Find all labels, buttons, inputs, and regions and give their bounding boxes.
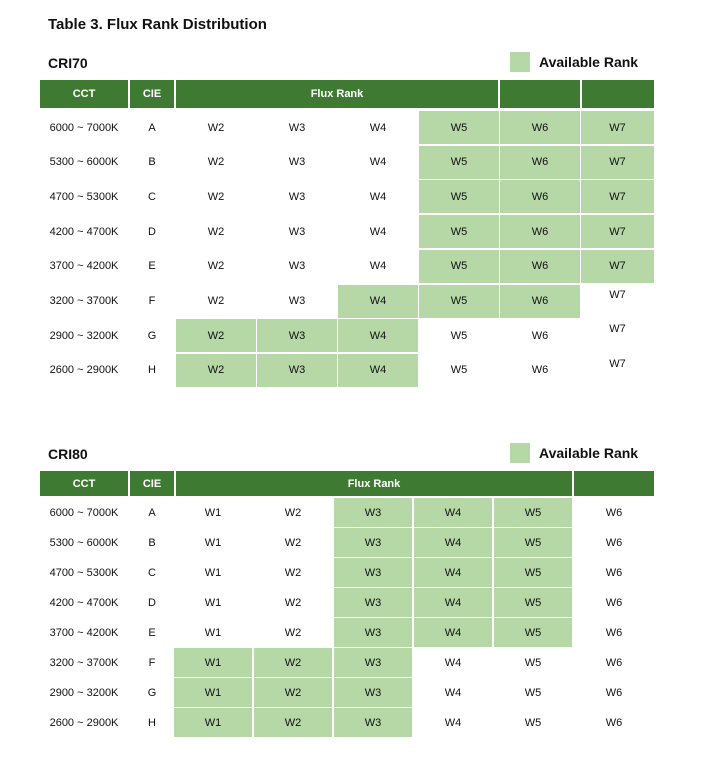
cct-cell: 4200 ~ 4700K (49, 225, 119, 238)
cct-cell: 3200 ~ 3700K (49, 295, 119, 307)
flux-rank-cell: W5 (494, 558, 572, 587)
flux-rank-cell: W4 (369, 225, 387, 238)
flux-rank-cell: W1 (204, 506, 222, 519)
flux-rank-cell: W3 (288, 121, 306, 134)
flux-rank-cell: W2 (284, 626, 302, 639)
cie-header: CIE (130, 471, 174, 496)
flux-rank-cell: W5 (494, 618, 572, 647)
flux-rank-cell: W1 (204, 536, 222, 549)
flux-rank-cell: W6 (605, 506, 623, 519)
flux-rank-cell: W2 (284, 536, 302, 549)
flux-rank-cell: W6 (500, 250, 580, 283)
flux-rank-cell: W2 (207, 225, 225, 238)
cie-cell: F (148, 656, 156, 669)
available-rank-swatch (510, 52, 530, 72)
flux-rank-cell: W6 (500, 285, 580, 318)
cie-cell: C (148, 566, 156, 579)
flux-rank-cell: W3 (288, 156, 306, 169)
flux-rank-cell: W4 (444, 686, 462, 699)
flux-rank-cell: W6 (500, 111, 580, 144)
flux-rank-cell: W2 (207, 121, 225, 134)
flux-rank-cell: W2 (254, 678, 332, 707)
flux-rank-header: Flux Rank (176, 471, 572, 496)
flux-rank-cell: W4 (369, 156, 387, 169)
cct-cell: 3700 ~ 4200K (49, 626, 119, 639)
cie-cell: B (148, 536, 156, 549)
flux-rank-cell: W5 (419, 146, 499, 179)
flux-rank-cell: W7 (609, 357, 626, 370)
flux-rank-cell: W2 (284, 506, 302, 519)
flux-rank-cell: W4 (414, 588, 492, 617)
cct-cell: 2600 ~ 2900K (49, 364, 119, 377)
cri70-table (40, 80, 654, 390)
flux-rank-cell: W4 (414, 498, 492, 527)
cie-cell: A (148, 506, 156, 519)
flux-rank-cell: W5 (524, 656, 542, 669)
flux-rank-cell: W6 (605, 566, 623, 579)
cri80-table (40, 471, 654, 741)
flux-rank-cell: W5 (419, 180, 499, 213)
flux-rank-cell: W1 (204, 626, 222, 639)
cie-cell: C (148, 190, 156, 203)
cie-cell: F (148, 295, 156, 307)
flux-rank-cell: W6 (500, 215, 580, 248)
cct-cell: 4700 ~ 5300K (49, 190, 119, 203)
flux-rank-cell: W5 (524, 716, 542, 729)
available-rank-swatch (510, 443, 530, 463)
cct-cell: 2600 ~ 2900K (49, 716, 119, 729)
flux-rank-cell: W6 (605, 536, 623, 549)
flux-rank-cell: W5 (494, 498, 572, 527)
flux-rank-cell: W3 (334, 678, 412, 707)
legend-label: Available Rank (539, 445, 639, 461)
flux-rank-cell: W6 (500, 146, 580, 179)
flux-rank-cell: W7 (609, 288, 626, 301)
flux-rank-cell: W6 (605, 686, 623, 699)
cie-cell: A (148, 121, 156, 134)
flux-rank-cell: W2 (207, 260, 225, 273)
flux-rank-header-extra (574, 471, 654, 496)
cie-cell: G (147, 686, 157, 699)
flux-rank-cell: W2 (284, 596, 302, 609)
flux-rank-cell: W3 (334, 528, 412, 557)
flux-rank-header: Flux Rank (176, 80, 498, 108)
cri80-section-title: CRI80 (48, 446, 88, 462)
flux-rank-cell: W6 (500, 180, 580, 213)
flux-rank-cell: W4 (444, 716, 462, 729)
flux-rank-cell: W6 (531, 364, 549, 377)
flux-rank-cell: W5 (524, 686, 542, 699)
cct-cell: 5300 ~ 6000K (49, 156, 119, 169)
flux-rank-cell: W5 (419, 250, 499, 283)
flux-rank-cell: W4 (414, 558, 492, 587)
cie-cell: H (148, 364, 156, 377)
flux-rank-cell: W2 (207, 295, 225, 307)
flux-rank-cell: W2 (254, 708, 332, 737)
flux-rank-cell: W4 (338, 354, 418, 387)
flux-rank-cell: W7 (581, 180, 654, 213)
flux-rank-cell: W3 (334, 618, 412, 647)
flux-rank-cell: W4 (369, 260, 387, 273)
flux-rank-cell: W2 (207, 190, 225, 203)
cct-header: CCT (40, 471, 128, 496)
cct-cell: 6000 ~ 7000K (49, 121, 119, 134)
flux-rank-cell: W3 (288, 295, 306, 307)
cie-cell: D (148, 596, 156, 609)
cie-cell: D (148, 225, 156, 238)
flux-rank-cell: W7 (581, 146, 654, 179)
flux-rank-cell: W3 (334, 498, 412, 527)
flux-rank-cell: W7 (581, 250, 654, 283)
flux-rank-cell: W2 (176, 319, 256, 352)
flux-rank-header-extra (500, 80, 580, 108)
flux-rank-cell: W7 (581, 215, 654, 248)
cri70-legend (510, 52, 638, 72)
flux-rank-cell: W6 (605, 626, 623, 639)
flux-rank-cell: W3 (334, 708, 412, 737)
flux-rank-cell: W7 (609, 323, 626, 336)
flux-rank-cell: W5 (450, 364, 468, 377)
flux-rank-cell: W2 (207, 156, 225, 169)
flux-rank-cell: W3 (257, 354, 337, 387)
flux-rank-cell: W3 (288, 190, 306, 203)
cct-cell: 5300 ~ 6000K (49, 536, 119, 549)
flux-rank-cell: W5 (494, 528, 572, 557)
cct-cell: 3200 ~ 3700K (49, 656, 119, 669)
legend-label: Available Rank (539, 54, 639, 70)
cct-header: CCT (40, 80, 128, 108)
cct-cell: 2900 ~ 3200K (49, 686, 119, 699)
flux-rank-cell: W4 (414, 618, 492, 647)
cri70-section-title: CRI70 (48, 55, 88, 71)
flux-rank-cell: W4 (444, 656, 462, 669)
flux-rank-cell: W3 (334, 558, 412, 587)
flux-rank-cell: W5 (450, 329, 468, 342)
flux-rank-cell: W5 (419, 285, 499, 318)
flux-rank-cell: W6 (605, 656, 623, 669)
flux-rank-cell: W4 (414, 528, 492, 557)
cie-cell: E (148, 260, 156, 273)
flux-rank-cell: W4 (338, 285, 418, 318)
flux-rank-cell: W3 (334, 648, 412, 677)
flux-rank-header-extra (582, 80, 654, 108)
flux-rank-cell: W1 (174, 678, 252, 707)
flux-rank-cell: W7 (581, 111, 654, 144)
cct-cell: 4700 ~ 5300K (49, 566, 119, 579)
flux-rank-cell: W5 (494, 588, 572, 617)
cri80-legend (510, 443, 638, 463)
cie-cell: G (147, 329, 157, 342)
flux-rank-cell: W2 (254, 648, 332, 677)
table-title: Table 3. Flux Rank Distribution (48, 16, 267, 33)
flux-rank-cell: W3 (288, 260, 306, 273)
cie-header: CIE (130, 80, 174, 108)
cie-cell: B (148, 156, 156, 169)
flux-rank-cell: W3 (257, 319, 337, 352)
cct-cell: 2900 ~ 3200K (49, 329, 119, 342)
flux-rank-cell: W1 (174, 708, 252, 737)
flux-rank-cell: W6 (605, 596, 623, 609)
flux-rank-cell: W1 (204, 566, 222, 579)
flux-rank-cell: W4 (369, 121, 387, 134)
cie-cell: H (148, 716, 156, 729)
flux-rank-cell: W3 (288, 225, 306, 238)
flux-rank-cell: W1 (174, 648, 252, 677)
flux-rank-cell: W3 (334, 588, 412, 617)
flux-rank-cell: W4 (338, 319, 418, 352)
flux-rank-cell: W5 (419, 215, 499, 248)
cct-cell: 4200 ~ 4700K (49, 596, 119, 609)
flux-rank-cell: W2 (176, 354, 256, 387)
flux-rank-cell: W6 (605, 716, 623, 729)
flux-rank-cell: W1 (204, 596, 222, 609)
cct-cell: 3700 ~ 4200K (49, 260, 119, 273)
cct-cell: 6000 ~ 7000K (49, 506, 119, 519)
flux-rank-cell: W5 (419, 111, 499, 144)
cie-cell: E (148, 626, 156, 639)
flux-rank-cell: W6 (531, 329, 549, 342)
flux-rank-cell: W4 (369, 190, 387, 203)
flux-rank-cell: W2 (284, 566, 302, 579)
